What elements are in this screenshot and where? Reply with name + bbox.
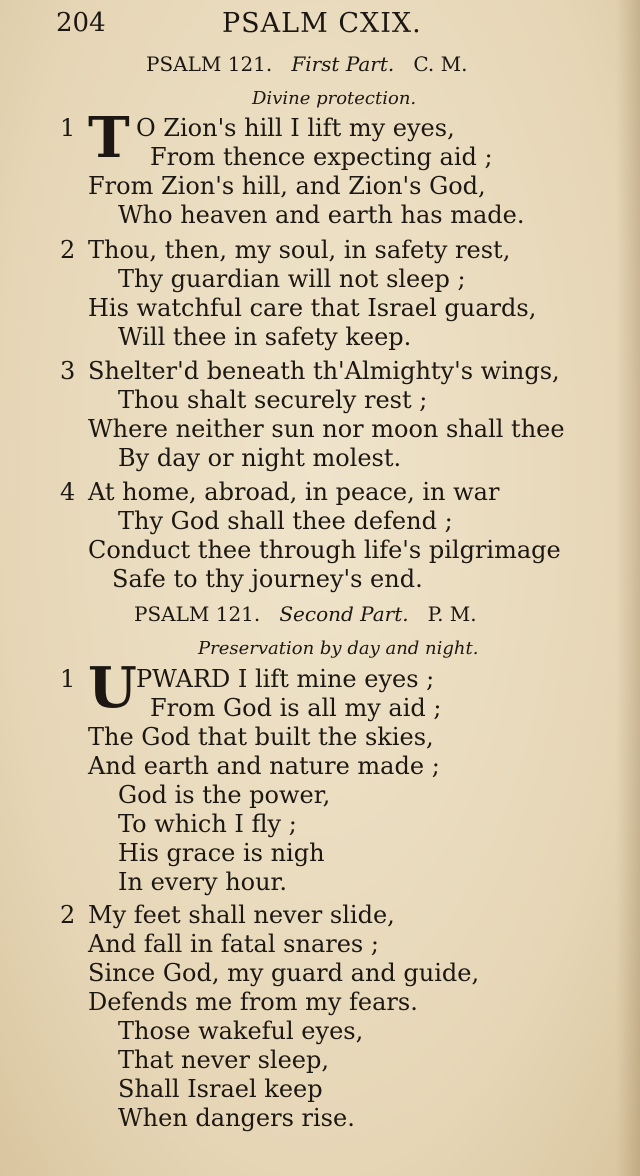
verse-line: His watchful care that Israel guards, — [88, 294, 537, 322]
verse-line: Thou shalt securely rest ; — [118, 386, 428, 414]
verse-line: Safe to thy journey's end. — [112, 565, 423, 593]
stanza-number: 3 — [60, 357, 76, 385]
drop-cap: U — [88, 655, 137, 721]
verse-line: From Zion's hill, and Zion's God, — [88, 172, 486, 200]
verse-line: Will thee in safety keep. — [118, 323, 412, 351]
verse-line: Conduct thee through life's pilgrimage — [88, 536, 561, 564]
verse-line: To which I fly ; — [118, 810, 297, 838]
verse-line: Who heaven and earth has made. — [118, 201, 525, 229]
verse-line: Thy God shall thee defend ; — [118, 507, 453, 535]
verse-line: Defends me from my fears. — [88, 988, 418, 1016]
section2-heading — [134, 602, 477, 626]
stanza-number: 1 — [60, 114, 76, 142]
verse-line: God is the power, — [118, 781, 331, 809]
section2-subtitle: Preservation by day and night. — [198, 638, 479, 659]
verse-line: That never sleep, — [118, 1046, 329, 1074]
stanza-number: 1 — [60, 665, 76, 693]
verse-line: His grace is nigh — [118, 839, 325, 867]
verse-line: From thence expecting aid ; — [150, 143, 493, 171]
verse-line: Since God, my guard and guide, — [88, 959, 480, 987]
page-edge-shading — [616, 0, 640, 1176]
verse-line: My feet shall never slide, — [88, 901, 395, 929]
section1-subtitle: Divine protection. — [252, 88, 417, 109]
verse-line: PWARD I lift mine eyes ; — [136, 665, 435, 693]
verse-line: And earth and nature made ; — [88, 752, 440, 780]
verse-line: Thy guardian will not sleep ; — [118, 265, 466, 293]
verse-line: In every hour. — [118, 868, 288, 896]
verse-line: And fall in fatal snares ; — [88, 930, 379, 958]
verse-line: By day or night molest. — [118, 444, 402, 472]
section2-psalm: PSALM 121. — [134, 602, 261, 626]
verse-line: At home, abroad, in peace, in war — [88, 478, 500, 506]
section1-meter: C. M. — [413, 52, 468, 76]
verse-line: Those wakeful eyes, — [118, 1017, 364, 1045]
verse-line: Shall Israel keep — [118, 1075, 323, 1103]
section2-meter: P. M. — [427, 602, 477, 626]
verse-line: When dangers rise. — [118, 1104, 355, 1132]
stanza-number: 4 — [60, 478, 76, 506]
stanza-number: 2 — [60, 236, 76, 264]
section2-part: Second Part. — [279, 602, 409, 626]
section1-heading — [146, 52, 467, 76]
verse-line: The God that built the skies, — [88, 723, 434, 751]
verse-line: Shelter'd beneath th'Almighty's wings, — [88, 357, 560, 385]
section1-part: First Part. — [291, 52, 395, 76]
verse-line: From God is all my aid ; — [150, 694, 442, 722]
running-title: PSALM CXIX. — [222, 8, 422, 39]
drop-cap: T — [88, 105, 130, 171]
section1-psalm: PSALM 121. — [146, 52, 273, 76]
verse-line: Where neither sun nor moon shall thee — [88, 415, 565, 443]
verse-line: O Zion's hill I lift my eyes, — [136, 114, 455, 142]
page-number: 204 — [56, 8, 106, 38]
verse-line: Thou, then, my soul, in safety rest, — [88, 236, 511, 264]
stanza-number: 2 — [60, 901, 76, 929]
